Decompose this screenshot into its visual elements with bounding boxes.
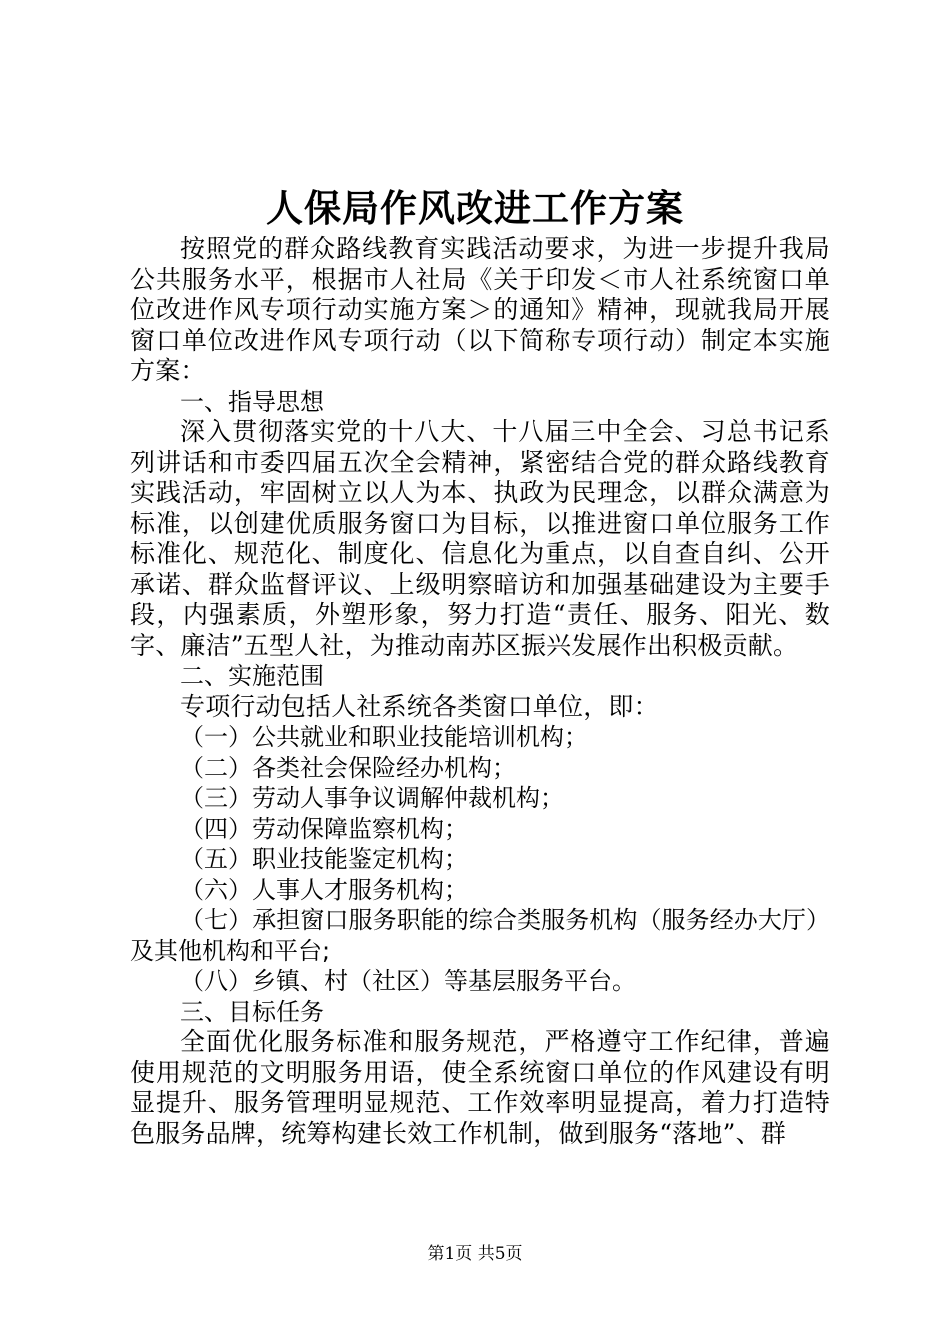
- scope-list-item: （六）人事人才服务机构；: [180, 875, 468, 904]
- scope-list-item: （一）公共就业和职业技能培训机构；: [180, 723, 588, 751]
- scope-list-item: （七）承担窗口服务职能的综合类服务机构（服务经办大厅）及其他机构和平台;: [130, 906, 830, 965]
- section-text-scope: 专项行动包括人社系统各类窗口单位，即：: [180, 691, 659, 721]
- scope-list-item: （八）乡镇、村（社区）等基层服务平台。: [180, 967, 636, 995]
- scope-list-item: （五）职业技能鉴定机构；: [180, 845, 468, 873]
- section-heading-guiding-ideology: 一、指导思想: [180, 387, 324, 416]
- section-heading-objectives: 三、目标任务: [180, 997, 324, 1026]
- section-text-objectives: 全面优化服务标准和服务规范，严格遵守工作纪律，普遍使用规范的文明服务用语，使全系统窗口单位的作风建设有明显提升、服务管理明显规范、工作效率明显提高，着力打造特色服务品牌，统筹构建长效工作机制，做到服务“落地”、群: [130, 1027, 830, 1148]
- scope-list-item: （三）劳动人事争议调解仲裁机构；: [180, 784, 564, 812]
- document-title: 人保局作风改进工作方案: [266, 187, 684, 230]
- intro-paragraph: 按照党的群众路线教育实践活动要求，为进一步提升我局公共服务水平，根据市人社局《关于印发＜市人社系统窗口单位改进作风专项行动实施方案＞的通知》精神，现就我局开展窗口单位改进作风专项行动（以下简称专项行动）制定本实施方案：: [130, 234, 830, 385]
- scope-list-item: （二）各类社会保险经办机构；: [180, 753, 516, 782]
- document-body: [130, 234, 830, 1149]
- section-heading-scope: 二、实施范围: [180, 662, 324, 690]
- page-footer: 第1页 共5页: [427, 1244, 523, 1264]
- section-text-guiding-ideology: 深入贯彻落实党的十八大、十八届三中全会、习总书记系列讲话和市委四届五次全会精神，紧密结合党的群众路线教育实践活动，牢固树立以人为本、执政为民理念，以群众满意为标准，以创建优质服务窗口为目标，以推进窗口单位服务工作标准化、规范化、制度化、信息化为重点，以自查自纠、公开承诺、群众监督评议、上级明察暗访和加强基础建设为主要手段，内强素质，外塑形象，努力打造“责任、服务、阳光、数字、廉洁”五型人社，为推动南苏区振兴发展作出积极贡献。: [130, 417, 830, 660]
- scope-list-item: （四）劳动保障监察机构；: [180, 814, 468, 843]
